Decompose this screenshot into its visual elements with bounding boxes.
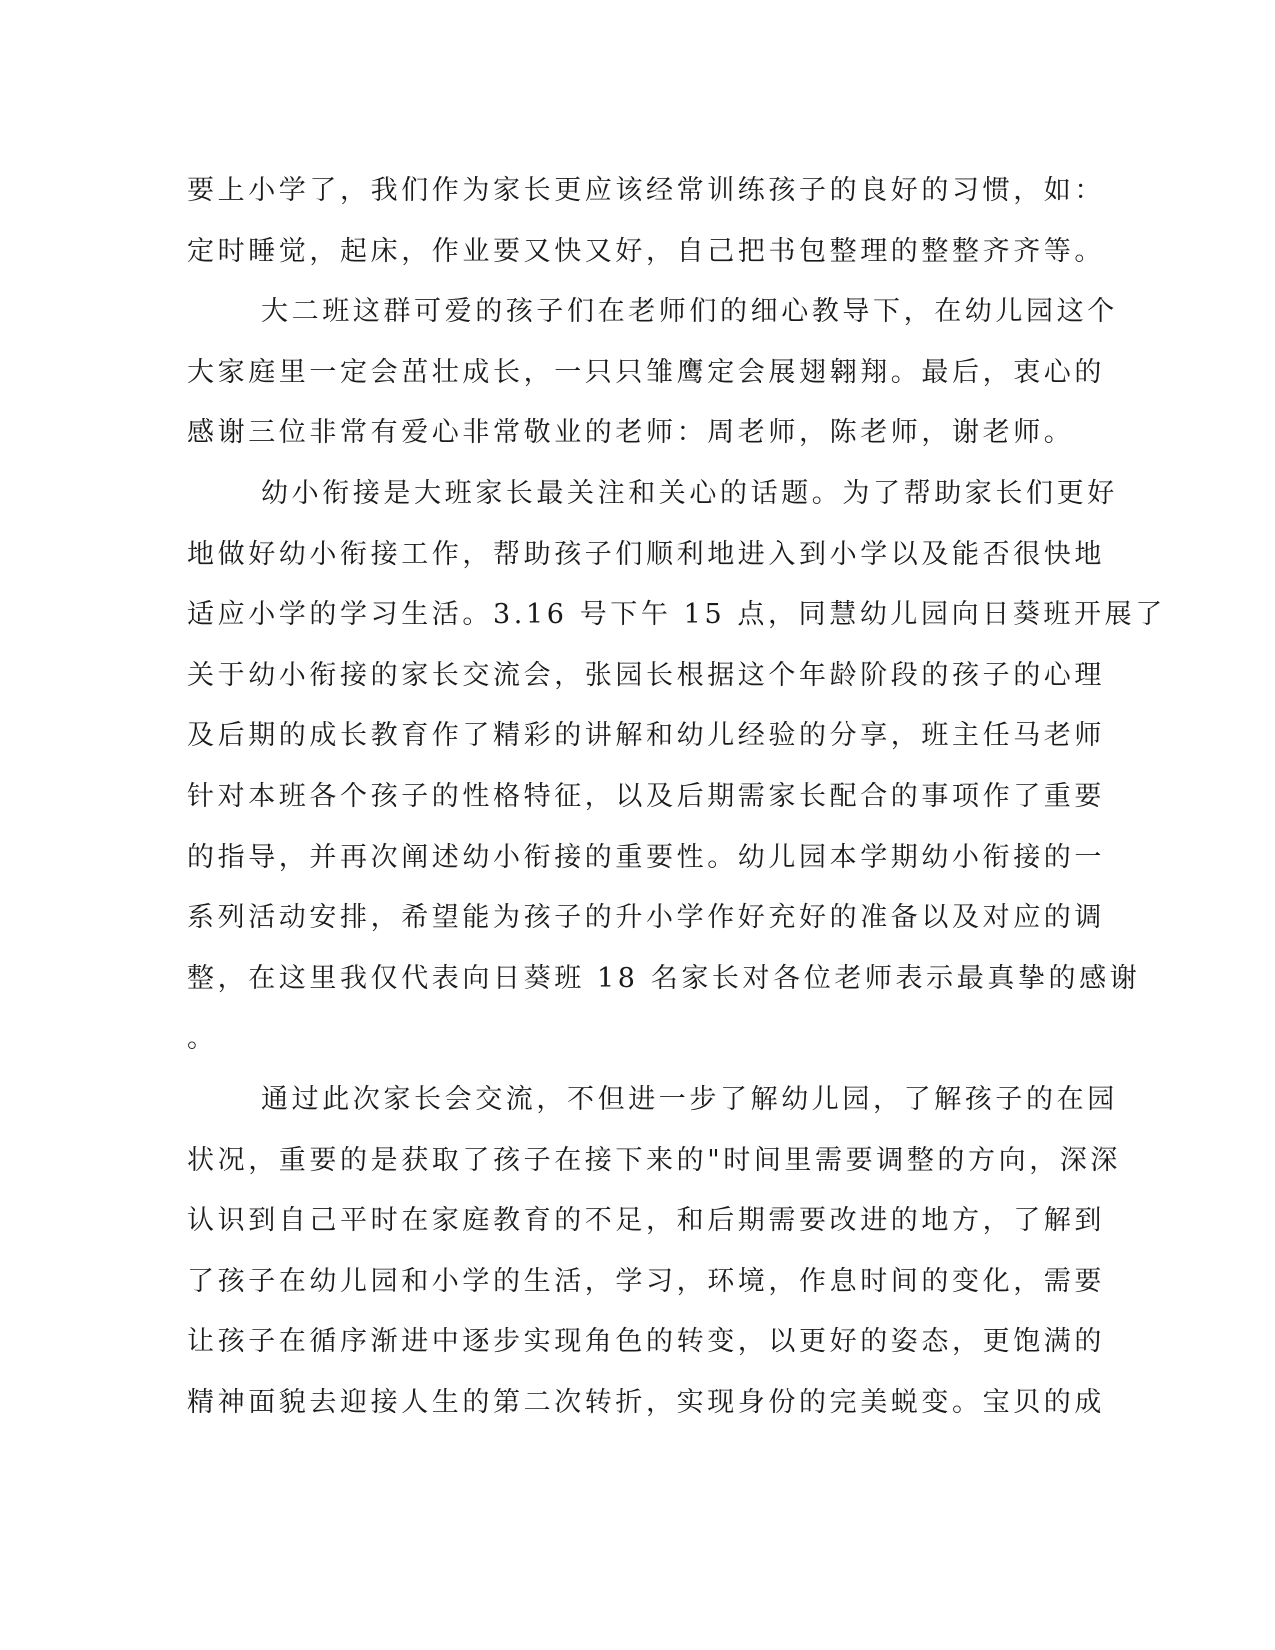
text-line: 感谢三位非常有爱心非常敬业的老师：周老师，陈老师，谢老师。 <box>187 417 1075 449</box>
text-line: 的指导，并再次阐述幼小衔接的重要性。幼儿园本学期幼小衔接的一 <box>187 841 1105 873</box>
text-line: 认识到自己平时在家庭教育的不足，和后期需要改进的地方，了解到 <box>187 1205 1105 1237</box>
text-line: 了孩子在幼儿园和小学的生活，学习，环境，作息时间的变化，需要 <box>187 1265 1105 1297</box>
text-line: 。 <box>187 1023 218 1055</box>
text-line: 关于幼小衔接的家长交流会，张园长根据这个年龄阶段的孩子的心理 <box>187 659 1105 691</box>
text-line: 通过此次家长会交流，不但进一步了解幼儿园，了解孩子的在园 <box>261 1083 1118 1115</box>
text-line: 精神面貌去迎接人生的第二次转折，实现身份的完美蜕变。宝贝的成 <box>187 1386 1105 1418</box>
text-line: 状况，重要的是获取了孩子在接下来的"时间里需要调整的方向，深深 <box>187 1144 1122 1176</box>
text-line: 大二班这群可爱的孩子们在老师们的细心教导下，在幼儿园这个 <box>261 296 1118 328</box>
text-line: 针对本班各个孩子的性格特征，以及后期需家长配合的事项作了重要 <box>187 780 1105 812</box>
text-line: 幼小衔接是大班家长最关注和关心的话题。为了帮助家长们更好 <box>261 477 1118 509</box>
text-line: 整，在这里我仅代表向日葵班 18 名家长对各位老师表示最真挚的感谢 <box>187 962 1141 994</box>
text-line: 适应小学的学习生活。3.16 号下午 15 点，同慧幼儿园向日葵班开展了 <box>187 599 1166 631</box>
text-line: 要上小学了，我们作为家长更应该经常训练孩子的良好的习惯，如： <box>187 175 1105 206</box>
body-text <box>187 161 1166 1433</box>
text-line: 定时睡觉，起床，作业要又快又好，自己把书包整理的整整齐齐等。 <box>187 235 1105 267</box>
text-line: 系列活动安排，希望能为孩子的升小学作好充好的准备以及对应的调 <box>187 902 1105 934</box>
text-line: 地做好幼小衔接工作，帮助孩子们顺利地进入到小学以及能否很快地 <box>187 538 1105 570</box>
text-line: 让孩子在循序渐进中逐步实现角色的转变，以更好的姿态，更饱满的 <box>187 1326 1105 1358</box>
text-line: 及后期的成长教育作了精彩的讲解和幼儿经验的分享，班主任马老师 <box>187 720 1105 752</box>
text-line: 大家庭里一定会茁壮成长，一只只雏鹰定会展翅翱翔。最后，衷心的 <box>187 356 1105 388</box>
